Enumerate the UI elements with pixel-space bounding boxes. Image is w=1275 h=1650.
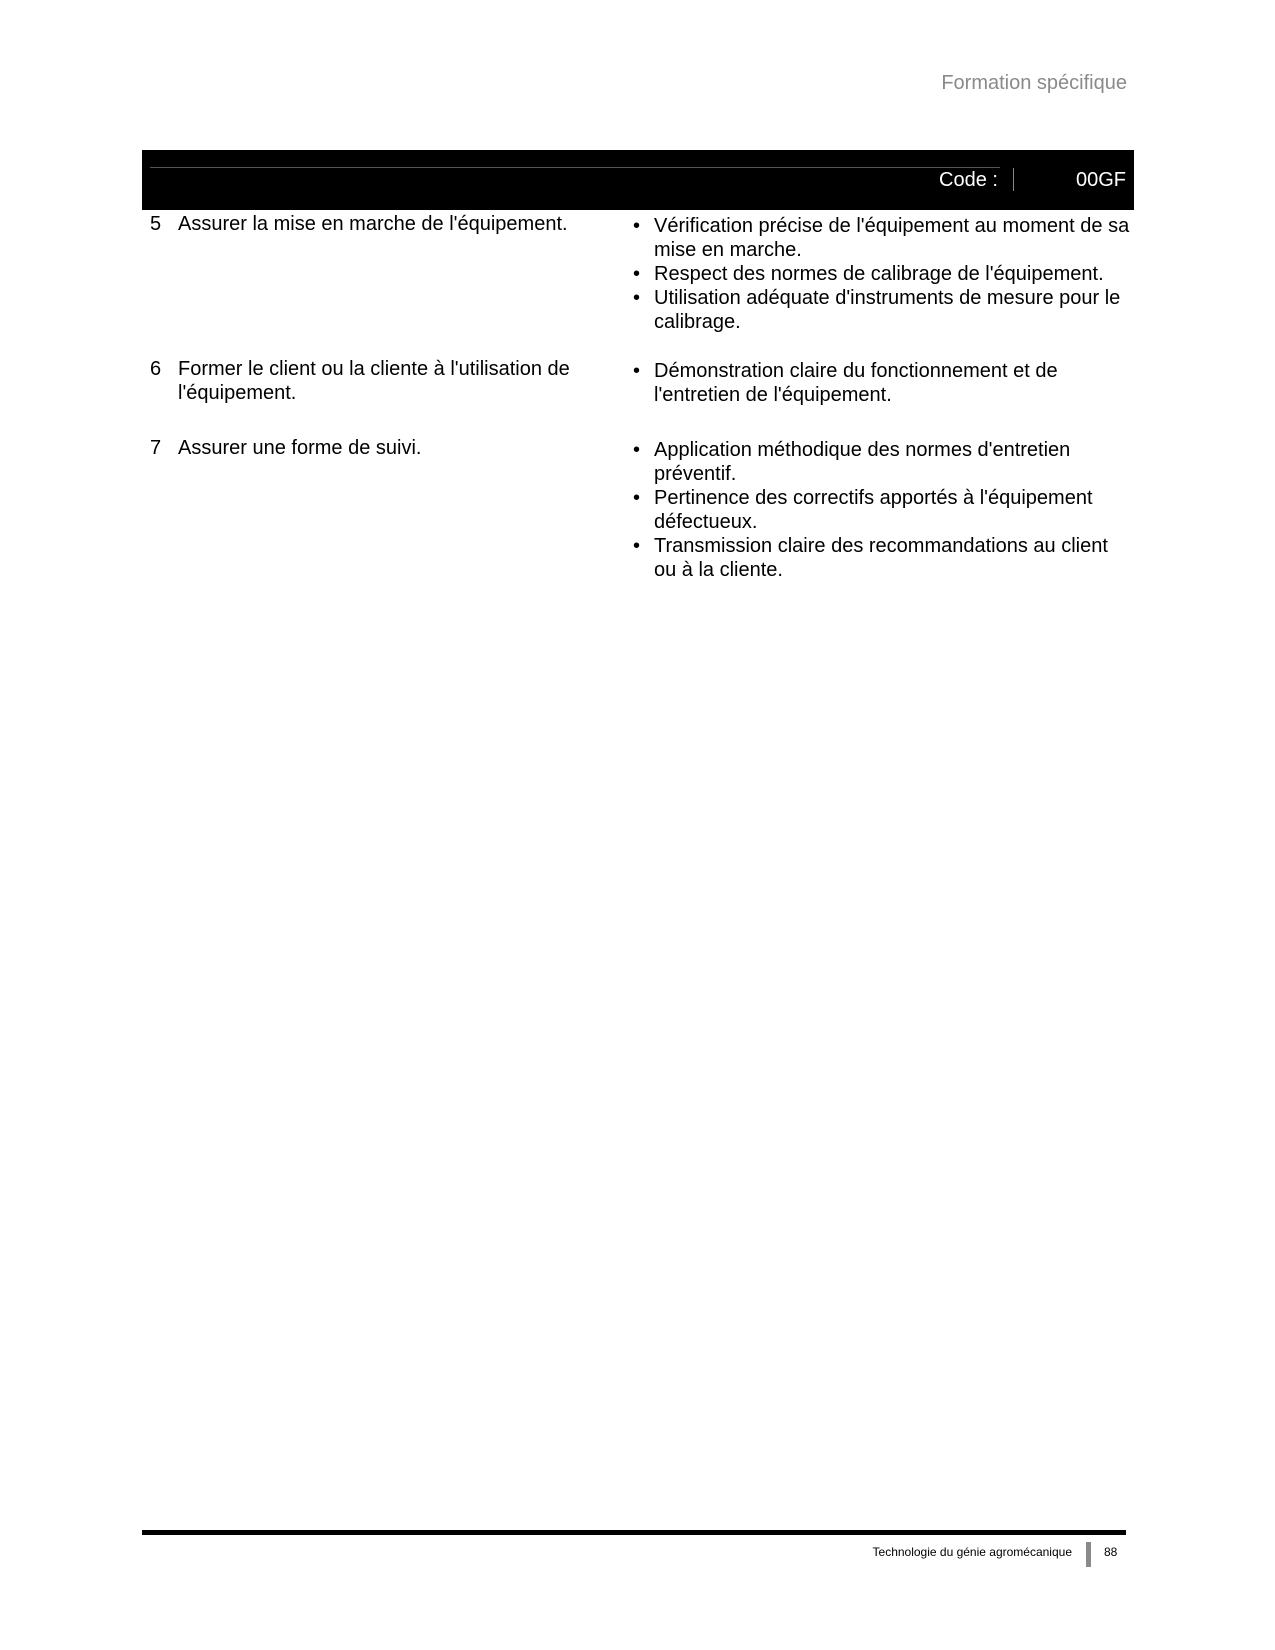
step-number: 5 bbox=[150, 213, 162, 235]
code-value: 00GF bbox=[1075, 169, 1126, 191]
bullet-icon: • bbox=[633, 287, 641, 309]
code-bar bbox=[142, 150, 1134, 210]
step-text: Former le client ou la cliente à l'utilisation de l'équipement. bbox=[178, 358, 570, 404]
criterion-item: • Démonstration claire du fonctionnement et de l'entretien de l'équipement. bbox=[633, 360, 1058, 406]
criteria-list bbox=[630, 214, 1130, 334]
running-header-title: Formation spécifique bbox=[941, 72, 1127, 94]
code-label: Code : bbox=[939, 169, 998, 191]
bullet-icon: • bbox=[633, 439, 641, 461]
footer-program-title: Technologie du génie agromécanique bbox=[872, 1545, 1072, 1559]
criterion-item: • Pertinence des correctifs apportés à l'équipement défectueux. bbox=[633, 487, 1093, 533]
step-number: 7 bbox=[150, 437, 162, 459]
criterion-item: • Utilisation adéquate d'instruments de mesure pour le calibrage. bbox=[633, 287, 1121, 333]
code-bar-rule bbox=[150, 167, 1000, 168]
criterion-item: • Respect des normes de calibrage de l'équipement. bbox=[633, 263, 1104, 285]
bullet-icon: • bbox=[633, 360, 641, 382]
footer-separator bbox=[1086, 1542, 1091, 1567]
bullet-icon: • bbox=[633, 535, 641, 557]
step-text: Assurer la mise en marche de l'équipement. bbox=[178, 213, 568, 235]
bullet-icon: • bbox=[633, 487, 641, 509]
criterion-item: • Application méthodique des normes d'entretien préventif. bbox=[633, 439, 1071, 485]
criterion-item: • Transmission claire des recommandations au client ou à la cliente. bbox=[633, 535, 1108, 581]
criteria-list bbox=[630, 359, 1130, 407]
code-separator bbox=[1013, 168, 1014, 191]
bullet-icon: • bbox=[633, 215, 641, 237]
criterion-item: • Vérification précise de l'équipement au moment de sa mise en marche. bbox=[633, 215, 1130, 261]
step-text: Assurer une forme de suivi. bbox=[178, 437, 422, 459]
bullet-icon: • bbox=[633, 263, 641, 285]
criteria-list bbox=[630, 438, 1130, 582]
footer-rule bbox=[142, 1530, 1126, 1535]
step-number: 6 bbox=[150, 358, 162, 380]
page-number: 88 bbox=[1104, 1545, 1118, 1559]
